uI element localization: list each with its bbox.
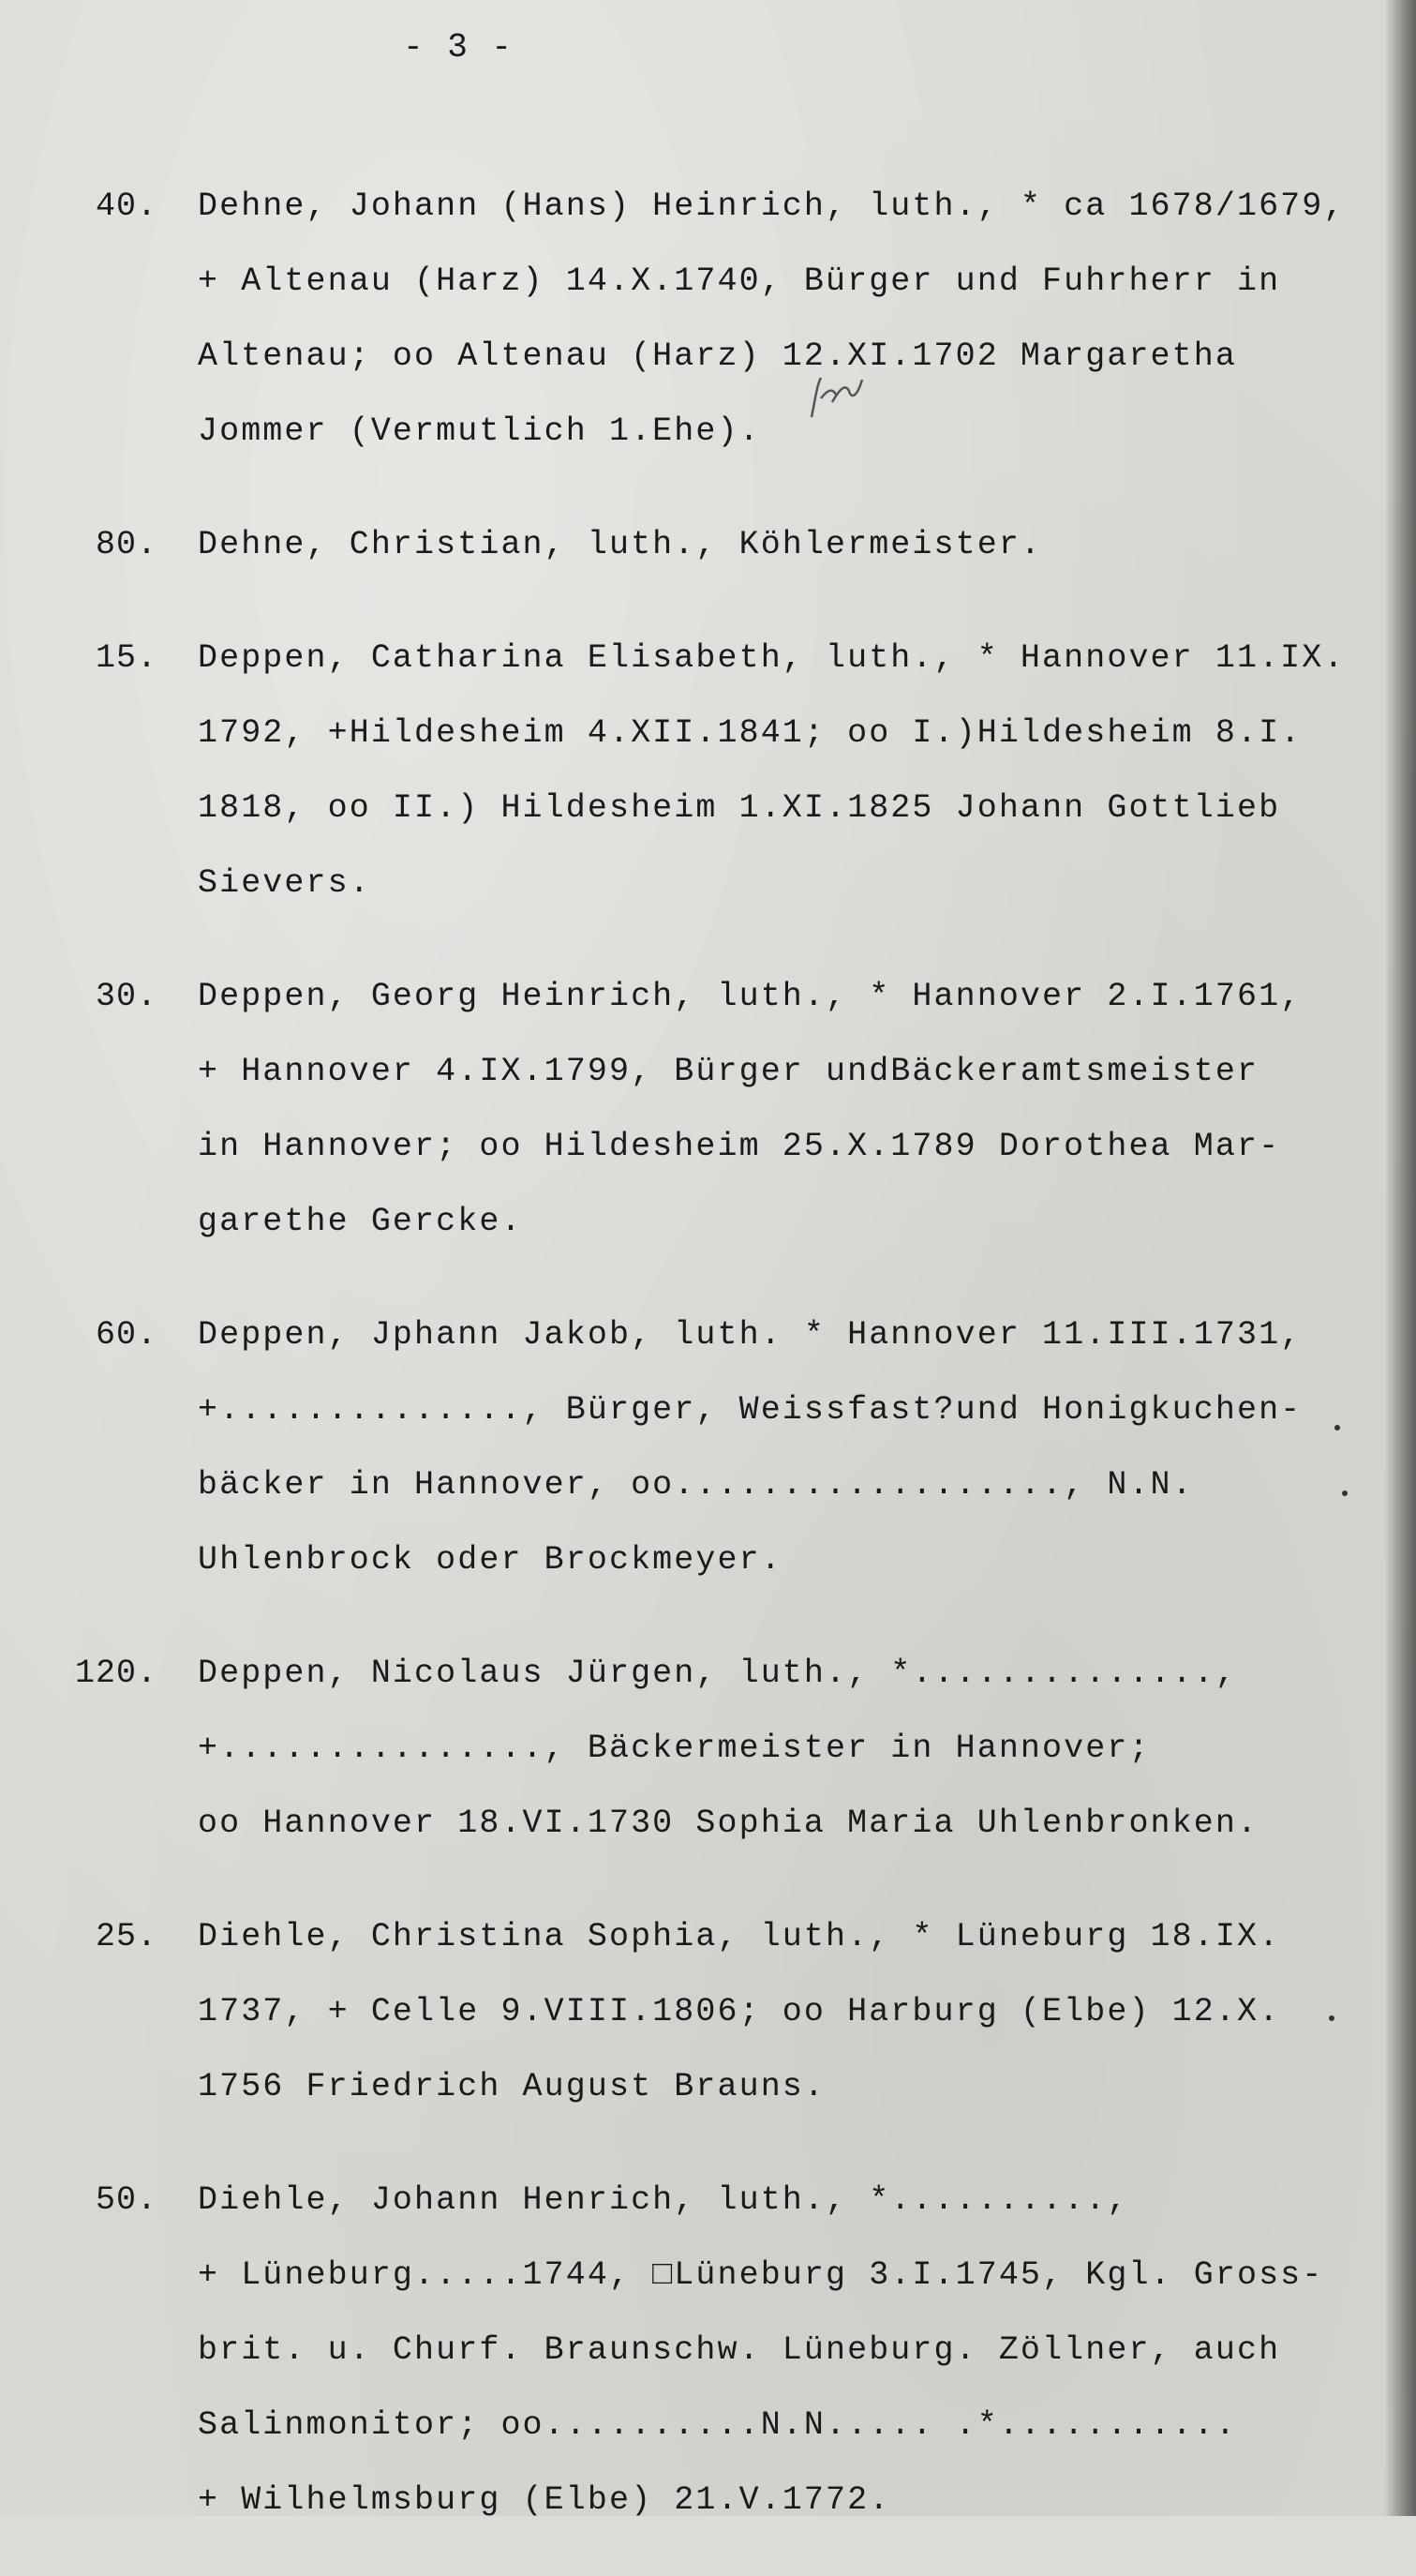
entry-line: Salinmonitor; oo..........N.N..... .*........... bbox=[198, 2406, 1237, 2444]
entry-line: Jommer (Vermutlich 1.Ehe). bbox=[198, 412, 761, 450]
entry bbox=[37, 621, 1387, 921]
scan-speck bbox=[1334, 1425, 1340, 1430]
entry-line: + Hannover 4.IX.1799, Bürger undBäckeramtsmeister bbox=[198, 1053, 1259, 1090]
entry-line: 1792, +Hildesheim 4.XII.1841; oo I.)Hildesheim 8.I. bbox=[198, 714, 1303, 752]
entry-number: 30. bbox=[95, 978, 157, 1015]
entry bbox=[37, 959, 1387, 1259]
entry-line: 1756 Friedrich August Brauns. bbox=[198, 2068, 826, 2105]
entry-number: 120. bbox=[74, 1655, 157, 1692]
entry-line: +.............., Bürger, Weissfast?und Honigkuchen- bbox=[198, 1391, 1303, 1429]
entry-line: Diehle, Christina Sophia, luth., * Lüneburg 18.IX. bbox=[198, 1918, 1281, 1955]
entry-line: Deppen, Georg Heinrich, luth., * Hannover 2.I.1761, bbox=[198, 978, 1303, 1015]
entry-line: brit. u. Churf. Braunschw. Lüneburg. Zöllner, auch bbox=[198, 2331, 1281, 2369]
entry bbox=[37, 169, 1387, 469]
entry-number: 25. bbox=[95, 1918, 157, 1955]
entry-number: 60. bbox=[95, 1316, 157, 1354]
entry-line: in Hannover; oo Hildesheim 25.X.1789 Dorothea Mar- bbox=[198, 1128, 1281, 1165]
entry-line: 1818, oo II.) Hildesheim 1.XI.1825 Johann Gottlieb bbox=[198, 789, 1281, 827]
entry-line: + Altenau (Harz) 14.X.1740, Bürger und Fuhrherr in bbox=[198, 262, 1281, 300]
entry-line: Altenau; oo Altenau (Harz) 12.XI.1702 Margaretha bbox=[198, 337, 1237, 375]
entry-line: Deppen, Jphann Jakob, luth. * Hannover 11.III.1731, bbox=[198, 1316, 1303, 1354]
scan-speck bbox=[1329, 2015, 1334, 2021]
entry-line: Uhlenbrock oder Brockmeyer. bbox=[198, 1541, 783, 1579]
entry-line: + Lüneburg.....1744, □Lüneburg 3.I.1745, Kgl. Gross- bbox=[198, 2256, 1324, 2294]
entry-line: Sievers. bbox=[198, 864, 371, 902]
entry-line: 1737, + Celle 9.VIII.1806; oo Harburg (Elbe) 12.X. bbox=[198, 1993, 1281, 2030]
entry-line: +..............., Bäckermeister in Hannover; bbox=[198, 1730, 1151, 1767]
entry bbox=[37, 507, 1387, 582]
entry-number: 15. bbox=[95, 639, 157, 677]
scan-edge-shadow bbox=[1384, 0, 1416, 2516]
entry-number: 40. bbox=[95, 187, 157, 225]
entry-line: + Wilhelmsburg (Elbe) 21.V.1772. bbox=[198, 2481, 891, 2519]
entry-line: Diehle, Johann Henrich, luth., *.........., bbox=[198, 2181, 1129, 2219]
entry bbox=[37, 1636, 1387, 1861]
entry bbox=[37, 2163, 1387, 2538]
page-number: - 3 - bbox=[403, 28, 514, 67]
genealogy-entries bbox=[37, 169, 1387, 2576]
entry bbox=[37, 1297, 1387, 1597]
entry bbox=[37, 1899, 1387, 2124]
entry-number: 50. bbox=[95, 2181, 157, 2219]
entry-line: oo Hannover 18.VI.1730 Sophia Maria Uhlenbronken. bbox=[198, 1805, 1259, 1842]
entry-line: Deppen, Nicolaus Jürgen, luth., *.............., bbox=[198, 1655, 1237, 1692]
entry-line: Dehne, Christian, luth., Köhlermeister. bbox=[198, 526, 1043, 563]
entry-number: 80. bbox=[95, 526, 157, 563]
entry-line: bäcker in Hannover, oo.................., N.N. bbox=[198, 1466, 1194, 1504]
entry-line: Deppen, Catharina Elisabeth, luth., * Hannover 11.IX. bbox=[198, 639, 1346, 677]
scan-speck bbox=[1342, 1490, 1348, 1496]
entry-line: garethe Gercke. bbox=[198, 1203, 523, 1240]
entry-line: Dehne, Johann (Hans) Heinrich, luth., * ca 1678/1679, bbox=[198, 187, 1346, 225]
